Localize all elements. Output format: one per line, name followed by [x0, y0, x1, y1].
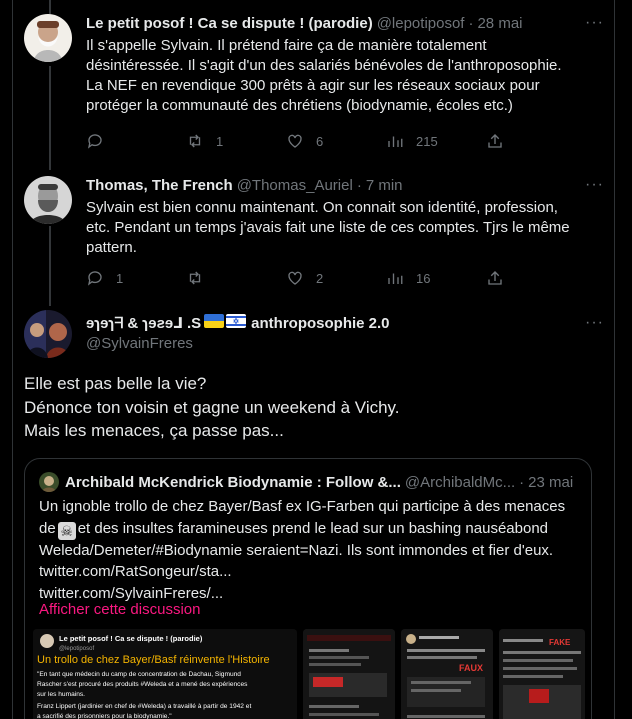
quoted-text-line: Un ignoble trollo de chez Bayer/Basf ex IG-Farben qui participe à des menaces	[39, 498, 566, 515]
main-tweet-text-line: Elle est pas belle la vie?	[24, 374, 207, 393]
tweet-text-line: Sylvain est bien connu maintenant. On connait son identité, profession,	[86, 199, 558, 216]
author-name[interactable]: Thomas, The French	[86, 177, 233, 194]
views-button[interactable]	[386, 132, 486, 150]
author-handle[interactable]: @Thomas_Auriel	[236, 177, 353, 194]
tweet-text-line: protéger la communauté des chrétiens (biodynamie, écoles etc.)	[86, 97, 513, 114]
media-image[interactable]	[401, 629, 493, 719]
views-icon	[386, 132, 404, 150]
retweet-button[interactable]	[186, 132, 286, 150]
tweet[interactable]	[24, 14, 604, 154]
faux-label: FAUX	[459, 663, 484, 673]
more-options-icon[interactable]: ···	[585, 176, 604, 193]
quoted-tweet-header	[39, 472, 573, 492]
tweet-text-line: etc. Pendant un temps j'avais fait une liste de ces comptes. Tjrs le même	[86, 219, 570, 236]
thumb-author-name: Le petit posof ! Ca se dispute ! (parodie)	[59, 634, 203, 643]
avatar[interactable]	[24, 14, 72, 62]
tweet-text-line: pattern.	[86, 239, 137, 256]
separator-dot: ·	[356, 177, 362, 194]
separator-dot: ·	[519, 473, 525, 491]
like-count: 6	[316, 133, 324, 149]
author-name-prefix[interactable]: ɘɿɘɿᖷ & ɿɘƨɘ⅃ .S	[86, 315, 202, 332]
thumb-line: Franz Lippert (jardinier en chef de #Weleda) a travaillé à partir de 1942 et	[37, 703, 252, 710]
retweet-icon	[186, 269, 204, 287]
reply-icon	[86, 269, 104, 287]
column-border-left	[12, 0, 13, 719]
main-tweet-text-line: Dénonce ton voisin et gagne un weekend à Vichy.	[24, 397, 400, 417]
author-name-suffix[interactable]: anthroposophie 2.0	[251, 315, 390, 332]
thumb-line: "En tant que médecin du camp de concentration de Dachau, Sigmund	[37, 671, 241, 678]
author-handle[interactable]: @SylvainFreres	[86, 335, 193, 352]
thumb-line: a sacrifié des prisonniers pour la biodynamie."	[37, 713, 172, 719]
media-image[interactable]	[33, 629, 297, 719]
quoted-text-line: Weleda/Demeter/#Biodynamie seraient=Nazi. Ils sont immondes et fier d'eux.	[39, 541, 554, 559]
tweet-text-line: La NEF en revendique 300 prêts à agir sur les réseaux sociaux pour	[86, 77, 540, 94]
main-tweet-header	[24, 310, 604, 360]
share-button[interactable]	[486, 269, 516, 287]
quoted-author-name: Archibald McKendrick Biodynamie : Follow &...	[65, 473, 401, 491]
views-button[interactable]	[386, 269, 486, 287]
ukraine-flag-icon	[204, 314, 224, 328]
views-icon	[386, 269, 404, 287]
reply-button[interactable]	[86, 132, 186, 150]
column-border-right	[614, 0, 615, 719]
reply-button[interactable]	[86, 269, 186, 287]
quoted-avatar	[39, 472, 59, 492]
share-icon	[486, 132, 504, 150]
like-button[interactable]	[286, 132, 386, 150]
tweet-actions	[86, 132, 516, 150]
author-handle[interactable]: @lepotiposof	[376, 15, 465, 32]
israel-flag-icon	[226, 314, 246, 328]
like-count: 2	[316, 270, 324, 286]
quoted-tweet-text	[39, 496, 584, 604]
tweet-text	[86, 36, 604, 116]
thumb-line: Rascher s'est procuré des produits #Weleda et a mené des expériences	[37, 681, 248, 688]
tweet-text-line: désintéressée. Il s'agit d'un des salariés bénévoles de l'anthroposophie.	[86, 57, 562, 74]
reply-icon	[86, 132, 104, 150]
quoted-author-handle: @ArchibaldMc...	[404, 473, 516, 491]
quoted-text-fragment: de	[39, 519, 56, 537]
heart-icon	[286, 269, 304, 287]
retweet-icon	[186, 132, 204, 150]
quoted-text-line	[39, 518, 584, 540]
media-image[interactable]	[303, 629, 395, 719]
like-button[interactable]	[286, 269, 386, 287]
tweet-actions	[86, 269, 516, 287]
avatar[interactable]	[24, 310, 72, 358]
quoted-tweet[interactable]	[24, 458, 592, 719]
share-button[interactable]	[486, 132, 516, 150]
thumb-line: sur les humains.	[37, 691, 86, 698]
quoted-link[interactable]: twitter.com/RatSongeur/sta...	[39, 563, 232, 580]
thumb-author-handle: @lepotiposof	[59, 646, 95, 652]
thread-connector-top	[49, 0, 51, 14]
tweet-text-line: Il s'appelle Sylvain. Il prétend faire ça de manière totalement	[86, 37, 487, 54]
show-thread-link[interactable]: Afficher cette discussion	[39, 601, 201, 618]
main-tweet-text-line: Mais les menaces, ça passe pas...	[24, 421, 284, 440]
retweet-button[interactable]	[186, 269, 286, 287]
media-grid	[25, 629, 592, 719]
quoted-text-fragment: et des insultes faramineuses prend le lead sur un bashing nauséabond	[77, 519, 549, 537]
reply-count: 1	[116, 270, 124, 286]
timestamp[interactable]: 7 min	[365, 177, 403, 194]
share-icon	[486, 269, 504, 287]
more-options-icon[interactable]: ···	[585, 14, 604, 31]
timestamp[interactable]: 28 mai	[477, 15, 523, 32]
fake-label: FAKE	[549, 638, 571, 647]
thumb-title: Un trollo de chez Bayer/Basf réinvente l'Histoire	[37, 654, 270, 666]
media-image[interactable]	[499, 629, 585, 719]
view-count: 215	[416, 133, 438, 149]
more-options-icon[interactable]: ···	[585, 314, 604, 331]
heart-icon	[286, 132, 304, 150]
skull-crossbones-icon: ☠	[58, 522, 76, 540]
quoted-link[interactable]: twitter.com/SylvainFreres/...	[39, 584, 224, 602]
tweet-text	[86, 198, 604, 258]
view-count: 16	[416, 270, 431, 286]
quoted-timestamp: 23 mai	[528, 473, 574, 491]
main-tweet-text	[24, 372, 594, 443]
tweet[interactable]	[24, 176, 604, 306]
author-name[interactable]: Le petit posof ! Ca se dispute ! (parodie)	[86, 15, 373, 32]
separator-dot: ·	[468, 15, 474, 32]
avatar[interactable]	[24, 176, 72, 224]
retweet-count: 1	[216, 133, 224, 149]
